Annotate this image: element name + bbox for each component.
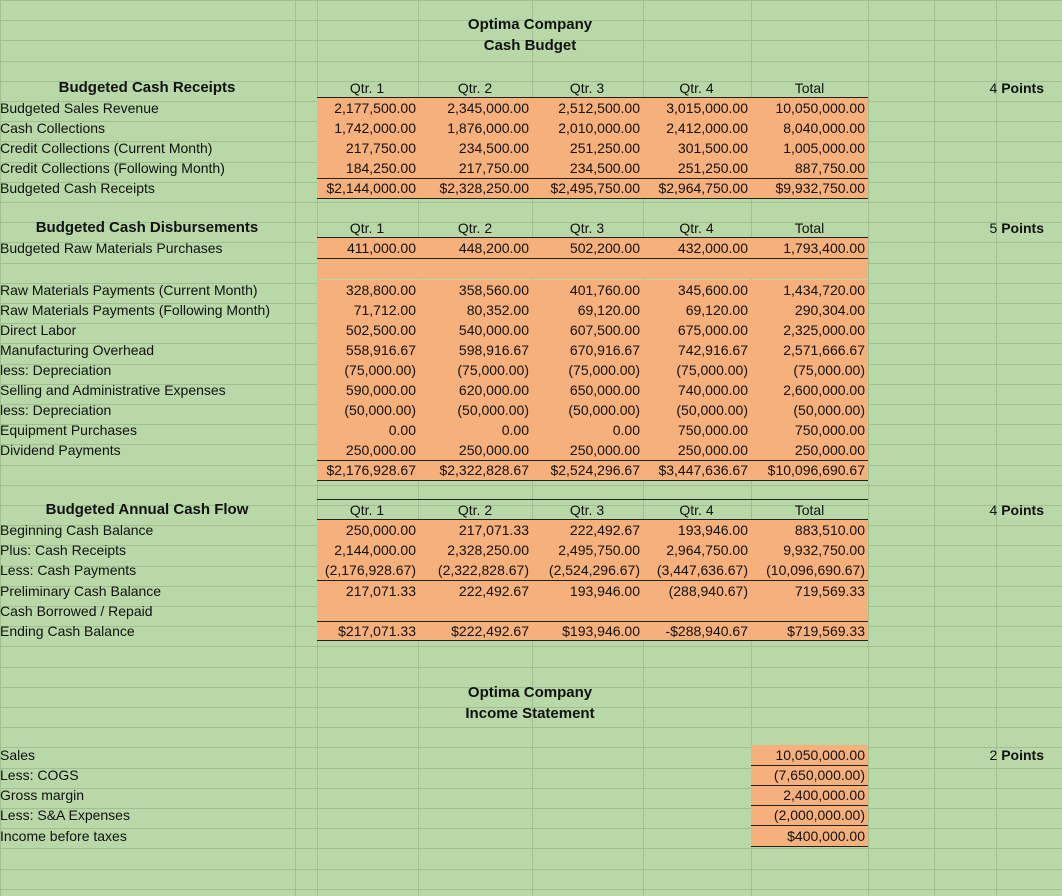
col-header: Qtr. 4 — [679, 502, 714, 518]
rule-line — [317, 621, 868, 622]
row-label: Preliminary Cash Balance — [0, 583, 162, 599]
row-label: Ending Cash Balance — [0, 623, 135, 639]
row-label — [0, 460, 294, 480]
rule-line — [751, 846, 868, 847]
value-cell[interactable]: 250,000.00 — [643, 440, 751, 460]
value-cell[interactable]: (3,447,636.67) — [643, 560, 751, 580]
value-cell[interactable]: 250,000.00 — [317, 520, 419, 540]
value-cell[interactable]: $2,322,828.67 — [418, 460, 532, 480]
row-label: Beginning Cash Balance — [0, 522, 154, 538]
value-cell[interactable]: 1,876,000.00 — [418, 118, 532, 138]
row-label: Less: Cash Payments — [0, 562, 137, 578]
row-label: Budgeted Sales Revenue — [0, 100, 159, 116]
value-cell[interactable]: (2,524,296.67) — [532, 560, 643, 580]
row-label: Selling and Administrative Expenses — [0, 382, 226, 399]
value-cell[interactable]: $2,144,000.00 — [317, 178, 419, 198]
col-header: Total — [794, 220, 825, 236]
value-cell[interactable]: $2,328,250.00 — [418, 178, 532, 198]
value-cell[interactable]: $222,492.67 — [418, 621, 532, 641]
row-label: Less: COGS — [0, 767, 79, 783]
value-cell[interactable]: 2,177,500.00 — [317, 98, 419, 118]
row-label: Income before taxes — [0, 828, 127, 844]
value-cell[interactable]: 184,250.00 — [317, 158, 419, 178]
row-label: Budgeted Raw Materials Purchases — [0, 240, 223, 256]
rule-line — [317, 580, 868, 581]
row-label: Raw Materials Payments (Current Month) — [0, 282, 258, 298]
value-cell[interactable]: 448,200.00 — [418, 238, 532, 258]
value-cell[interactable]: $2,176,928.67 — [317, 460, 419, 480]
col-header: Qtr. 4 — [679, 220, 714, 236]
value-cell[interactable]: 411,000.00 — [317, 238, 419, 258]
col-header: Qtr. 2 — [457, 80, 493, 96]
value-cell[interactable]: 558,916.67 — [317, 340, 419, 360]
value-cell[interactable]: 345,600.00 — [643, 280, 751, 300]
value-cell[interactable]: (50,000.00) — [751, 400, 868, 420]
value-cell[interactable]: $719,569.33 — [751, 621, 868, 641]
value-cell[interactable]: (75,000.00) — [643, 360, 751, 380]
row-label: Cash Collections — [0, 120, 106, 137]
value-cell[interactable]: 234,500.00 — [418, 138, 532, 158]
row-label: Budgeted Cash Receipts — [0, 180, 155, 197]
value-cell[interactable]: 358,560.00 — [418, 280, 532, 300]
col-header: Qtr. 1 — [349, 220, 385, 236]
value-cell[interactable]: 1,434,720.00 — [751, 280, 868, 300]
value-cell[interactable]: 250,000.00 — [317, 440, 419, 460]
value-cell[interactable]: 2,412,000.00 — [643, 118, 751, 138]
value-cell[interactable]: 217,071.33 — [418, 520, 532, 540]
value-cell[interactable]: 1,793,400.00 — [751, 238, 868, 258]
value-cell[interactable]: 10,050,000.00 — [751, 98, 868, 118]
value-cell[interactable]: 9,932,750.00 — [751, 540, 868, 560]
value-cell[interactable]: $217,071.33 — [317, 621, 419, 641]
value-cell[interactable]: 2,964,750.00 — [643, 540, 751, 560]
disbursements-header: Budgeted Cash Disbursements — [35, 219, 259, 236]
value-cell[interactable]: 883,510.00 — [751, 520, 868, 540]
value-cell[interactable] — [317, 601, 419, 621]
rule-line — [317, 258, 868, 259]
row-label: Gross margin — [0, 787, 85, 803]
row-label: Direct Labor — [0, 322, 77, 339]
value-cell[interactable]: 2,325,000.00 — [751, 320, 868, 340]
value-cell[interactable]: 193,946.00 — [532, 581, 643, 601]
value-cell[interactable]: 502,200.00 — [532, 238, 643, 258]
company-title: Optima Company — [467, 16, 593, 33]
value-cell[interactable]: $400,000.00 — [751, 826, 868, 846]
row-label: Sales — [0, 747, 36, 763]
value-cell[interactable]: 251,250.00 — [643, 158, 751, 178]
value-cell[interactable]: 328,800.00 — [317, 280, 419, 300]
value-cell[interactable]: 193,946.00 — [643, 520, 751, 540]
row-label: Manufacturing Overhead — [0, 342, 155, 359]
value-cell[interactable]: 675,000.00 — [643, 320, 751, 340]
value-cell[interactable]: 1,005,000.00 — [751, 138, 868, 158]
value-cell[interactable]: 620,000.00 — [418, 380, 532, 400]
value-cell[interactable]: 0.00 — [418, 420, 532, 440]
value-cell[interactable]: 598,916.67 — [418, 340, 532, 360]
value-cell[interactable]: 1,742,000.00 — [317, 118, 419, 138]
value-cell[interactable]: 10,050,000.00 — [751, 745, 868, 765]
col-header: Total — [794, 80, 825, 96]
value-cell[interactable]: 217,750.00 — [418, 158, 532, 178]
row-label: Cash Borrowed / Repaid — [0, 603, 153, 619]
value-cell[interactable]: 2,345,000.00 — [418, 98, 532, 118]
value-cell[interactable] — [418, 601, 532, 621]
value-cell[interactable]: 887,750.00 — [751, 158, 868, 178]
col-header: Qtr. 4 — [679, 80, 714, 96]
row-label: Dividend Payments — [0, 442, 121, 459]
value-cell[interactable]: 222,492.67 — [418, 581, 532, 601]
value-cell[interactable]: $3,447,636.67 — [643, 460, 751, 480]
value-cell[interactable]: -$288,940.67 — [643, 621, 751, 641]
value-cell[interactable]: 251,250.00 — [532, 138, 643, 158]
income-company-title: Optima Company — [467, 684, 593, 701]
row-label: less: Depreciation — [0, 362, 112, 379]
rule-line — [317, 198, 868, 199]
value-cell[interactable]: $2,495,750.00 — [532, 178, 643, 198]
row-label: Equipment Purchases — [0, 422, 137, 439]
col-header: Qtr. 3 — [569, 220, 605, 236]
value-cell[interactable] — [643, 601, 751, 621]
value-cell[interactable]: $2,964,750.00 — [643, 178, 751, 198]
value-cell[interactable]: 2,400,000.00 — [751, 785, 868, 805]
col-header: Total — [794, 502, 825, 518]
income-statement-title: Income Statement — [465, 705, 595, 722]
col-header: Qtr. 2 — [457, 220, 493, 236]
value-cell[interactable]: 0.00 — [532, 420, 643, 440]
value-cell[interactable]: 502,500.00 — [317, 320, 419, 340]
value-cell[interactable]: 8,040,000.00 — [751, 118, 868, 138]
value-cell[interactable]: 234,500.00 — [532, 158, 643, 178]
value-cell[interactable]: 69,120.00 — [643, 300, 751, 320]
value-cell[interactable]: (75,000.00) — [751, 360, 868, 380]
col-header: Qtr. 1 — [349, 80, 385, 96]
value-cell[interactable]: 250,000.00 — [532, 440, 643, 460]
cashflow-header: Budgeted Annual Cash Flow — [45, 501, 249, 518]
value-cell[interactable]: 80,352.00 — [418, 300, 532, 320]
value-cell[interactable]: 750,000.00 — [751, 420, 868, 440]
row-label: Less: S&A Expenses — [0, 807, 130, 823]
row-label: Plus: Cash Receipts — [0, 542, 127, 558]
value-cell[interactable]: 290,304.00 — [751, 300, 868, 320]
value-cell[interactable]: $10,096,690.67 — [751, 460, 868, 480]
value-cell[interactable]: (2,176,928.67) — [317, 560, 419, 580]
value-cell[interactable]: 670,916.67 — [532, 340, 643, 360]
value-cell[interactable]: 71,712.00 — [317, 300, 419, 320]
rule-line — [317, 178, 868, 179]
value-cell[interactable]: 2,600,000.00 — [751, 380, 868, 400]
row-label: Credit Collections (Current Month) — [0, 140, 213, 157]
col-header: Qtr. 3 — [569, 80, 605, 96]
value-cell[interactable]: (75,000.00) — [418, 360, 532, 380]
value-cell[interactable]: 650,000.00 — [532, 380, 643, 400]
value-cell[interactable] — [532, 601, 643, 621]
rule-line — [751, 765, 868, 766]
value-cell[interactable]: $9,932,750.00 — [751, 178, 868, 198]
value-cell[interactable]: (50,000.00) — [532, 400, 643, 420]
points-label: 2 Points — [989, 747, 1044, 763]
rule-line — [751, 785, 868, 786]
rule-line — [751, 805, 868, 806]
value-cell[interactable]: (7,650,000.00) — [751, 765, 868, 785]
col-header: Qtr. 1 — [349, 502, 385, 518]
value-cell[interactable]: 2,571,666.67 — [751, 340, 868, 360]
value-cell[interactable]: (2,322,828.67) — [418, 560, 532, 580]
value-cell[interactable]: 750,000.00 — [643, 420, 751, 440]
value-cell[interactable]: 590,000.00 — [317, 380, 419, 400]
value-cell[interactable]: 222,492.67 — [532, 520, 643, 540]
value-cell[interactable]: 250,000.00 — [751, 440, 868, 460]
value-cell[interactable]: 2,495,750.00 — [532, 540, 643, 560]
col-header: Qtr. 2 — [457, 502, 493, 518]
value-cell[interactable]: (2,000,000.00) — [751, 805, 868, 825]
value-cell[interactable]: 69,120.00 — [532, 300, 643, 320]
value-cell[interactable]: 2,328,250.00 — [418, 540, 532, 560]
value-cell[interactable]: 301,500.00 — [643, 138, 751, 158]
value-cell[interactable]: $2,524,296.67 — [532, 460, 643, 480]
value-cell[interactable]: 2,010,000.00 — [532, 118, 643, 138]
points-label: 5 Points — [989, 220, 1044, 236]
row-label: Credit Collections (Following Month) — [0, 160, 225, 177]
value-cell[interactable]: 217,750.00 — [317, 138, 419, 158]
row-label: less: Depreciation — [0, 402, 112, 419]
rule-line — [317, 480, 868, 481]
value-cell[interactable]: (75,000.00) — [317, 360, 419, 380]
value-cell[interactable]: 540,000.00 — [418, 320, 532, 340]
value-cell[interactable]: 607,500.00 — [532, 320, 643, 340]
value-cell[interactable]: (50,000.00) — [643, 400, 751, 420]
value-cell[interactable]: 0.00 — [317, 420, 419, 440]
row-label: Raw Materials Payments (Following Month) — [0, 302, 270, 319]
points-label: 4 Points — [989, 502, 1044, 518]
value-cell[interactable]: 742,916.67 — [643, 340, 751, 360]
value-cell[interactable]: (10,096,690.67) — [751, 560, 868, 580]
rule-line — [751, 825, 868, 826]
value-cell[interactable]: 2,512,500.00 — [532, 98, 643, 118]
value-cell[interactable]: 401,760.00 — [532, 280, 643, 300]
col-header: Qtr. 3 — [569, 502, 605, 518]
value-cell[interactable]: 432,000.00 — [643, 238, 751, 258]
cash-budget-title: Cash Budget — [483, 37, 577, 54]
value-cell[interactable]: 217,071.33 — [317, 581, 419, 601]
rule-line — [317, 460, 868, 461]
value-cell[interactable]: 2,144,000.00 — [317, 540, 419, 560]
value-cell[interactable]: 719,569.33 — [751, 581, 868, 601]
points-label: 4 Points — [989, 80, 1044, 96]
rule-line — [317, 640, 868, 641]
value-cell[interactable]: 250,000.00 — [418, 440, 532, 460]
blank-row — [317, 259, 868, 279]
value-cell[interactable]: (50,000.00) — [317, 400, 419, 420]
value-cell[interactable]: (50,000.00) — [418, 400, 532, 420]
value-cell[interactable] — [751, 601, 868, 621]
value-cell[interactable]: (288,940.67) — [643, 581, 751, 601]
value-cell[interactable]: 3,015,000.00 — [643, 98, 751, 118]
value-cell[interactable]: 740,000.00 — [643, 380, 751, 400]
value-cell[interactable]: $193,946.00 — [532, 621, 643, 641]
value-cell[interactable]: (75,000.00) — [532, 360, 643, 380]
receipts-header: Budgeted Cash Receipts — [58, 79, 236, 96]
